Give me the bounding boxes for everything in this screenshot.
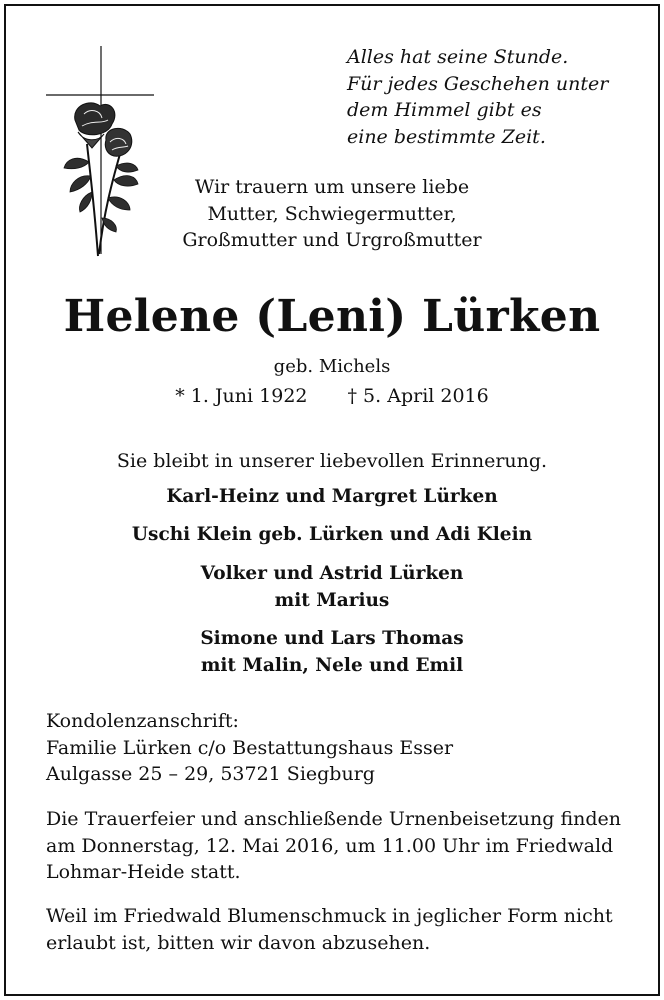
condolence-line: Aulgasse 25 – 29, 53721 Siegburg: [46, 763, 375, 785]
motto-quote: [347, 44, 647, 150]
family-group: [0, 521, 664, 548]
ceremony-line: am Donnerstag, 12. Mai 2016, um 11.00 Uhr im Friedwald: [46, 834, 614, 857]
family-group: [0, 625, 664, 679]
death-date: † 5. April 2016: [347, 385, 489, 407]
motto-line: dem Himmel gibt es: [347, 99, 542, 121]
family-line: Volker und Astrid Lürken: [200, 563, 464, 584]
motto-line: Alles hat seine Stunde.: [347, 46, 569, 68]
family-group: [0, 483, 664, 510]
intro-line: Großmutter und Urgroßmutter: [182, 229, 482, 251]
birth-date: * 1. Juni 1922: [175, 385, 308, 407]
ceremony-info: [46, 806, 646, 886]
family-line: Simone und Lars Thomas: [200, 628, 464, 649]
flowers-note: [46, 903, 646, 956]
family-line: mit Malin, Nele und Emil: [200, 655, 464, 676]
ceremony-line: Die Trauerfeier und anschließende Urnenbeisetzung finden: [46, 808, 622, 830]
condolence-line: Kondolenzanschrift:: [46, 710, 239, 732]
flowers-note-line: erlaubt ist, bitten wir davon abzusehen.: [46, 931, 431, 954]
family-line: Karl-Heinz und Margret Lürken: [166, 486, 498, 507]
ceremony-line: Lohmar-Heide statt.: [46, 861, 241, 883]
motto-line: Für jedes Geschehen unter: [347, 72, 609, 95]
condolence-address: [46, 708, 646, 788]
condolence-line: Familie Lürken c/o Bestattungshaus Esser: [46, 736, 454, 759]
deceased-name: Helene (Leni) Lürken: [63, 291, 601, 342]
intro-line: Wir trauern um unsere liebe: [194, 176, 470, 198]
memory-line: Sie bleibt in unserer liebevollen Erinnerung.: [116, 450, 548, 472]
family-group: [0, 560, 664, 614]
flowers-note-line: Weil im Friedwald Blumenschmuck in jeglicher Form nicht: [46, 905, 613, 927]
birth-name: geb. Michels: [273, 356, 391, 377]
intro-text: [140, 174, 524, 254]
family-line: mit Marius: [274, 590, 390, 611]
life-dates: [0, 383, 664, 409]
motto-line: eine bestimmte Zeit.: [347, 125, 546, 148]
family-line: Uschi Klein geb. Lürken und Adi Klein: [131, 524, 533, 545]
intro-line: Mutter, Schwiegermutter,: [207, 202, 457, 225]
